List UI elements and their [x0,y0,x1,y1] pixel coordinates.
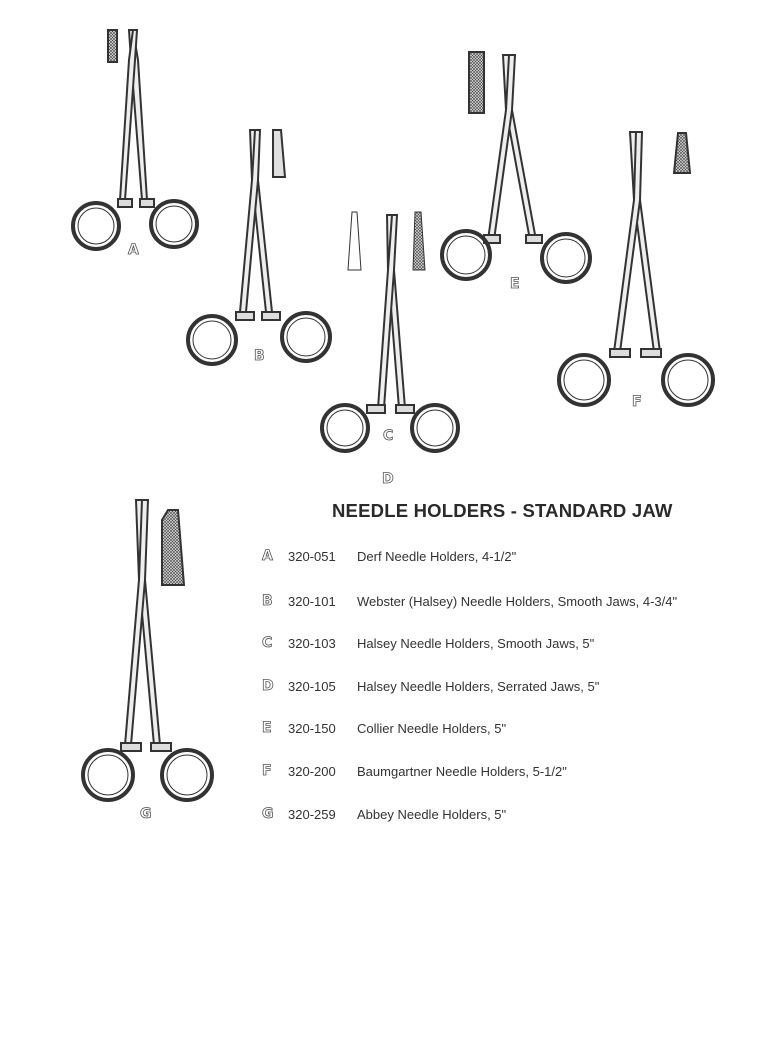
product-code: 320-150 [288,721,336,736]
row-letter: E [262,720,272,736]
figure-label-a: A [128,242,139,258]
product-code: 320-105 [288,679,336,694]
needle-holder-g-illustration [83,500,212,800]
page-title: NEEDLE HOLDERS - STANDARD JAW [332,500,673,521]
product-description: Abbey Needle Holders, 5" [357,807,507,822]
row-letter: B [262,593,273,609]
row-letter: G [262,806,274,822]
product-description: Derf Needle Holders, 4-1/2" [357,549,517,564]
needle-holder-c-illustration [322,212,458,451]
needle-holder-a-illustration [73,30,197,249]
product-description: Halsey Needle Holders, Serrated Jaws, 5" [357,679,600,694]
product-description: Webster (Halsey) Needle Holders, Smooth Jaws, 4-3/4" [357,594,678,609]
needle-holder-b-illustration [188,130,330,364]
row-letter: C [262,635,273,651]
product-code: 320-051 [288,549,336,564]
product-code: 320-200 [288,764,336,779]
product-description: Collier Needle Holders, 5" [357,721,507,736]
row-letter: A [262,548,273,564]
figure-label-f: F [632,394,642,410]
figure-label-c: C [383,428,394,444]
figure-label-e: E [510,276,520,292]
figure-label-d: D [382,471,394,487]
product-code: 320-259 [288,807,336,822]
figure-label-g: G [140,806,152,822]
product-code: 320-101 [288,594,336,609]
product-code: 320-103 [288,636,336,651]
figure-label-b: B [254,348,265,364]
product-description: Halsey Needle Holders, Smooth Jaws, 5" [357,636,595,651]
needle-holder-e-illustration [442,52,590,282]
product-description: Baumgartner Needle Holders, 5-1/2" [357,764,567,779]
row-letter: D [262,678,274,694]
row-letter: F [262,763,272,779]
